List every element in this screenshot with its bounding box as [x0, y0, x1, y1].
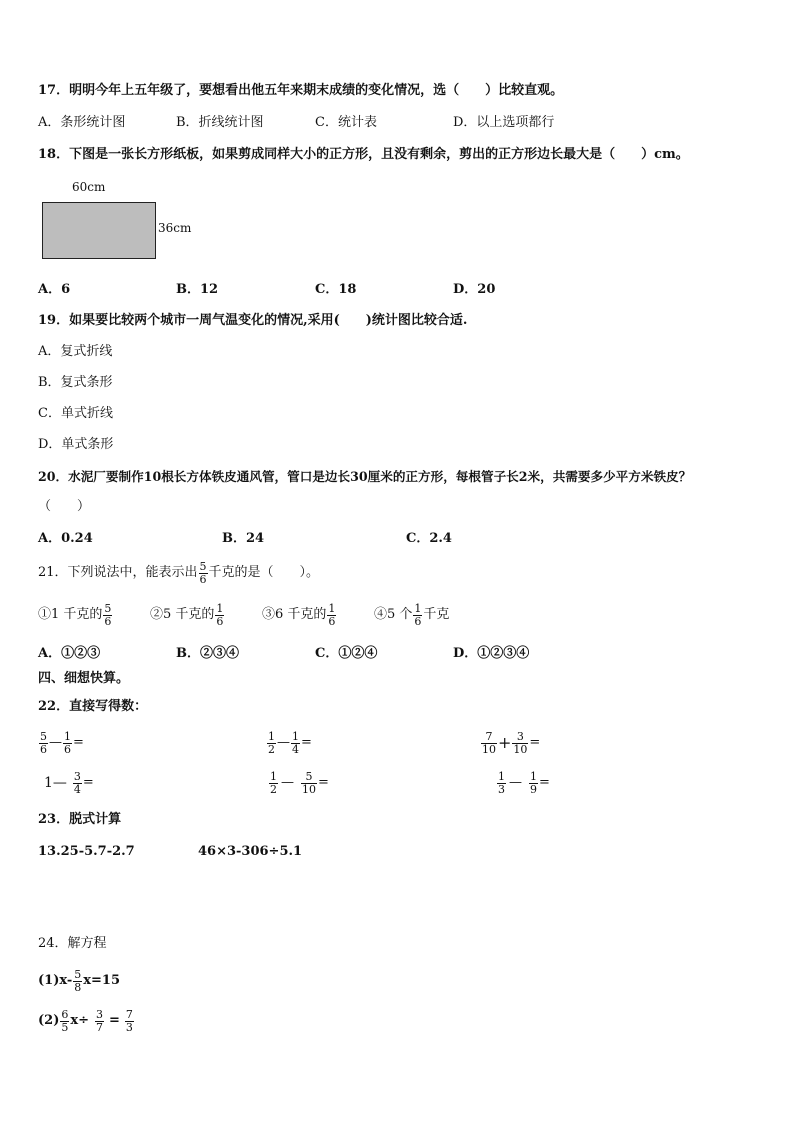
q23-title: 23．脱式计算: [38, 812, 122, 827]
q21-stem: 21．下列说法中，能表示出 $\frac{5}{6}$ 千克的是（ ）。: [38, 559, 320, 586]
q20-option-a: A．0.24: [38, 531, 93, 546]
q17-option-c: C．统计表: [315, 115, 377, 130]
q21-item-3: ③6 千克的 $\frac{1}{6}$: [262, 601, 336, 628]
cardboard-rectangle: [42, 202, 156, 259]
q21-item-2: ②5 千克的 $\frac{1}{6}$: [150, 601, 224, 628]
q21-option-d: D．①②③④: [453, 646, 530, 661]
q22-expr-3: $\frac{7}{10}$ + $\frac{3}{10}$ =: [482, 729, 541, 756]
q20-option-b: B．24: [222, 531, 265, 546]
q19-option-c: C．单式折线: [38, 406, 113, 421]
q19-option-b: B．复式条形: [38, 375, 113, 390]
q19-stem: 19．如果要比较两个城市一周气温变化的情况,采用( )统计图比较合适.: [38, 313, 468, 328]
q22-title: 22．直接写得数：: [38, 699, 148, 714]
q21-option-b: B．②③④: [176, 646, 239, 661]
q17-option-b: B．折线统计图: [176, 115, 264, 130]
q22-expr-5: $\frac{1}{2}$ — $\frac{5}{10}$ =: [270, 769, 329, 796]
q23-expr-1: 13.25-5.7-2.7: [38, 844, 135, 859]
q18-option-b: B．12: [176, 282, 219, 297]
q21-item-1: ①1 千克的 $\frac{5}{6}$: [38, 601, 112, 628]
rect-width-label: 60cm: [72, 180, 106, 194]
q22-expr-6: $\frac{1}{3}$ — $\frac{1}{9}$ =: [498, 769, 550, 796]
q21-option-a: A．①②③: [38, 646, 101, 661]
q19-option-d: D．单式条形: [38, 437, 114, 452]
q20-blank: （ ）: [38, 499, 91, 514]
q18-option-a: A．6: [38, 282, 71, 297]
q21-item-4: ④5 个 $\frac{1}{6}$ 千克: [374, 601, 450, 628]
q24-equation-2: (2) $\frac{6}{5}$ x÷ $\frac{3}{7}$ = $\frac{7}{3}$: [38, 1007, 133, 1034]
q17-stem: 17．明明今年上五年级了，要想看出他五年来期末成绩的变化情况，选（ ）比较直观。: [38, 83, 564, 98]
q21-stem-fraction: $\frac{5}{6}$: [199, 559, 207, 586]
q21-option-c: C．①②④: [315, 646, 378, 661]
q17-option-a: A．条形统计图: [38, 115, 126, 130]
q19-option-a: A．复式折线: [38, 344, 113, 359]
q18-stem: 18．下图是一张长方形纸板，如果剪成同样大小的正方形，且没有剩余，剪出的正方形边长最大是（ ）cm。: [38, 147, 689, 162]
q24-title: 24．解方程: [38, 936, 107, 951]
q22-expr-2: $\frac{1}{2}$ — $\frac{1}{4}$ =: [268, 729, 312, 756]
q18-option-c: C．18: [315, 282, 357, 297]
q22-expr-1: $\frac{5}{6}$ — $\frac{1}{6}$ =: [40, 729, 84, 756]
q18-option-d: D．20: [453, 282, 496, 297]
section-four-heading: 四、细想快算。: [38, 671, 130, 686]
q22-expr-4: 1— $\frac{3}{4}$ =: [44, 769, 94, 796]
q24-equation-1: (1)x- $\frac{5}{8}$ x=15: [38, 967, 120, 994]
q20-stem: 20．水泥厂要制作10根长方体铁皮通风管，管口是边长30厘米的正方形，每根管子长2米，共需要多少平方米铁皮？: [38, 469, 692, 484]
rect-height-label: 36cm: [158, 221, 192, 235]
q23-expr-2: 46×3-306÷5.1: [198, 844, 303, 859]
q17-option-d: D．以上选项都行: [453, 115, 555, 130]
q20-option-c: C．2.4: [406, 531, 452, 546]
